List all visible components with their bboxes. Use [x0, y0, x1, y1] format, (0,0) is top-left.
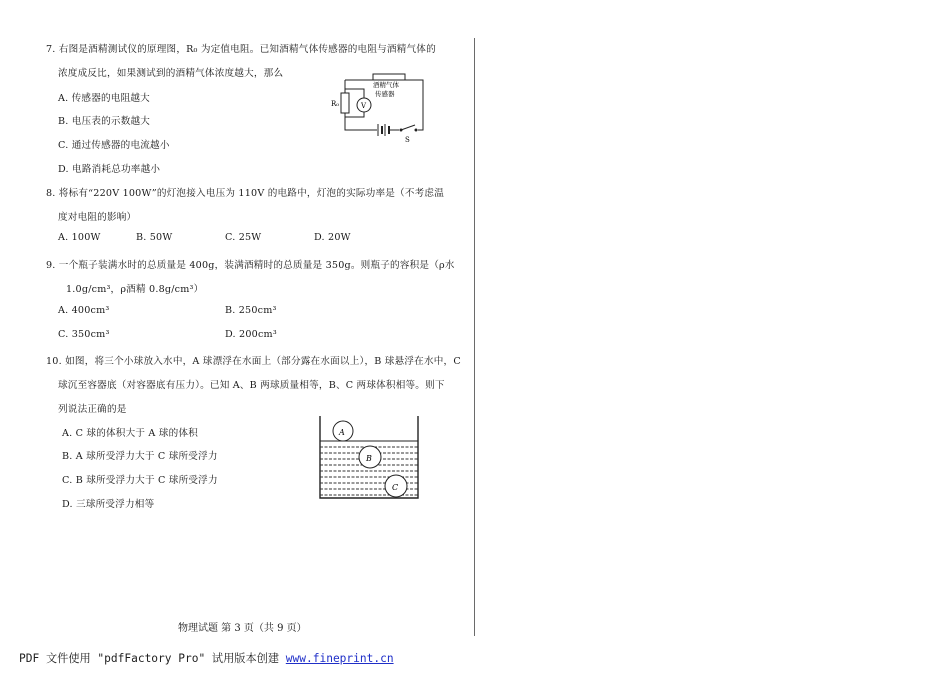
q8-stem-line1: 8. 将标有“220V 100W”的灯泡接入电压为 110V 的电路中，灯泡的实际功率是（不考虑温: [46, 188, 445, 199]
q10-stem-line3: 列说法正确的是: [58, 404, 127, 415]
ball-c-label: C: [392, 483, 399, 492]
fineprint-link[interactable]: www.fineprint.cn: [285, 652, 394, 665]
ball-b-label: B: [366, 454, 372, 463]
q10-option-a: A. C 球的体积大于 A 球的体积: [62, 428, 198, 439]
resistor-r0-label: R₀: [331, 100, 340, 108]
q9-option-c: C. 350cm³: [58, 329, 110, 340]
q7-option-b: B. 电压表的示数越大: [58, 116, 151, 127]
switch-label: S: [405, 136, 410, 144]
q8-option-a: A. 100W: [58, 232, 101, 243]
q8-option-c: C. 25W: [225, 232, 262, 243]
q9-option-d: D. 200cm³: [225, 329, 277, 340]
q7-option-d: D. 电路消耗总功率越小: [58, 164, 161, 175]
ball-a-label: A: [339, 428, 345, 437]
sensor-label-line1: 酒精气体: [373, 81, 399, 89]
q7-option-c: C. 通过传感器的电流越小: [58, 140, 170, 151]
q8-option-b: B. 50W: [136, 232, 173, 243]
sensor-label-line2: 传感器: [375, 90, 395, 98]
q10-stem-line1: 10. 如图，将三个小球放入水中，A 球漂浮在水面上（部分露在水面以上），B 球悬浮在水中，C: [46, 356, 461, 367]
q10-container-diagram: [316, 416, 424, 502]
q7-stem-line2: 浓度成反比，如果测试到的酒精气体浓度越大，那么: [58, 68, 284, 79]
pdf-watermark-banner: [19, 650, 394, 666]
resistor-r0: [341, 93, 349, 113]
column-divider: [474, 38, 475, 636]
q9-option-a: A. 400cm³: [58, 305, 110, 316]
q7-circuit-diagram: [327, 70, 437, 148]
q9-stem-line1: 9. 一个瓶子装满水时的总质量是 400g，装满酒精时的总质量是 350g。则瓶子的容积是（ρ水: [46, 260, 455, 271]
q9-option-b: B. 250cm³: [225, 305, 277, 316]
q10-option-d: D. 三球所受浮力相等: [62, 499, 155, 510]
voltmeter-label: V: [361, 102, 367, 110]
q10-stem-line2: 球沉至容器底（对容器底有压力）。已知 A、B 两球质量相等，B、C 两球体积相等。则下: [58, 380, 445, 391]
q7-stem-line1: 7. 右图是酒精测试仪的原理图，R₀ 为定值电阻。已知酒精气体传感器的电阻与酒精气体的: [46, 44, 436, 55]
q10-option-b: B. A 球所受浮力大于 C 球所受浮力: [62, 451, 218, 462]
q7-option-a: A. 传感器的电阻越大: [58, 93, 150, 104]
q9-stem-line2: 1.0g/cm³，ρ酒精 0.8g/cm³）: [66, 284, 204, 295]
q8-stem-line2: 度对电阻的影响）: [58, 212, 137, 223]
q8-option-d: D. 20W: [314, 232, 351, 243]
pdf-banner-text: PDF 文件使用 "pdfFactory Pro" 试用版本创建: [19, 652, 286, 665]
q10-option-c: C. B 球所受浮力大于 C 球所受浮力: [62, 475, 218, 486]
page-footer: 物理试题 第 3 页（共 9 页）: [178, 623, 307, 634]
